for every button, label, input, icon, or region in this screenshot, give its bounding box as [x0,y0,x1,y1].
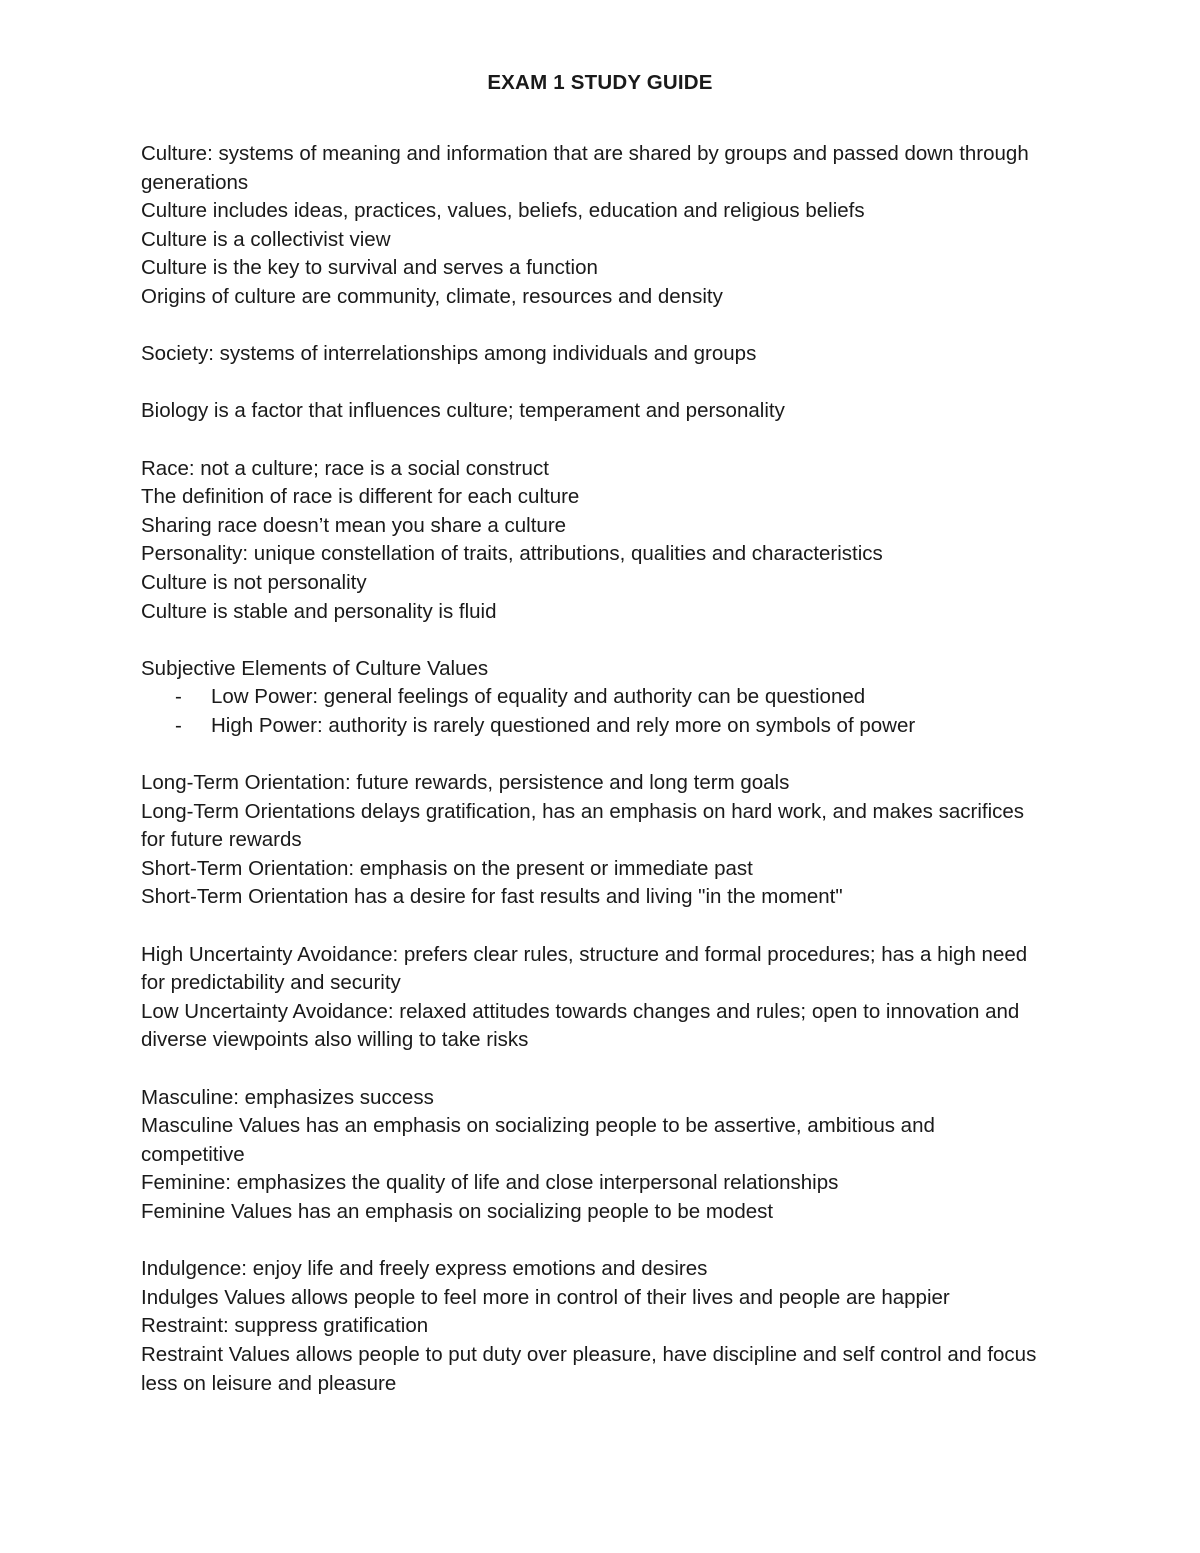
orientation-line: Long-Term Orientations delays gratification, has an emphasis on hard work, and makes sacrifices for future rewards [141,799,1025,852]
document-body [141,140,1041,1398]
gender-line: Feminine: emphasizes the quality of life and close interpersonal relationships [141,1171,839,1195]
culture-section [141,140,1041,312]
subjective-heading: Subjective Elements of Culture Values [141,656,489,680]
culture-definition: Culture: systems of meaning and information that are shared by groups and passed down through generations [141,142,1029,194]
bullet-dash: - [175,685,182,709]
uncertainty-section [141,941,1041,1055]
race-line: Culture is stable and personality is fluid [141,599,497,623]
race-definition: Race: not a culture; race is a social construct [141,456,549,480]
culture-line: Culture is a collectivist view [141,227,391,251]
uncertainty-line: High Uncertainty Avoidance: prefers clear rules, structure and formal procedures; has a high need for predictability and security [141,942,1028,995]
list-item-text: High Power: authority is rarely questioned and rely more on symbols of power [211,713,916,737]
society-definition: Society: systems of interrelationships among individuals and groups [141,342,757,366]
indulgence-section [141,1255,1041,1398]
race-line: Culture is not personality [141,570,367,594]
race-section [141,455,1041,627]
gender-line: Masculine Values has an emphasis on socializing people to be assertive, ambitious and competitive [141,1114,935,1166]
subjective-section [141,655,1041,741]
biology-line: Biology is a factor that influences culture; temperament and personality [141,399,785,423]
race-line: Sharing race doesn’t mean you share a culture [141,513,567,537]
orientation-line: Long-Term Orientation: future rewards, persistence and long term goals [141,771,790,795]
indulgence-line: Restraint: suppress gratification [141,1314,429,1338]
uncertainty-line: Low Uncertainty Avoidance: relaxed attitudes towards changes and rules; open to innovation and diverse viewpoints also willing to take risks [141,999,1020,1052]
orientation-line: Short-Term Orientation has a desire for fast results and living "in the moment" [141,885,843,909]
indulgence-line: Restraint Values allows people to put duty over pleasure, have discipline and self control and focus less on leisure and pleasure [141,1342,1037,1395]
indulgence-line: Indulges Values allows people to feel more in control of their lives and people are happier [141,1285,950,1309]
list-item [141,712,1041,741]
race-line: The definition of race is different for each culture [141,485,580,509]
gender-line: Masculine: emphasizes success [141,1085,434,1109]
list-item [141,683,1041,712]
list-item-text: Low Power: general feelings of equality and authority can be questioned [211,685,866,709]
gender-section [141,1084,1041,1227]
culture-line: Origins of culture are community, climate, resources and density [141,284,723,308]
bullet-dash: - [175,713,182,737]
orientation-section [141,769,1041,912]
personality-definition: Personality: unique constellation of traits, attributions, qualities and characteristics [141,542,883,566]
culture-line: Culture includes ideas, practices, values, beliefs, education and religious beliefs [141,199,865,223]
culture-line: Culture is the key to survival and serves a function [141,256,598,280]
indulgence-line: Indulgence: enjoy life and freely express emotions and desires [141,1257,708,1281]
page-title: EXAM 1 STUDY GUIDE [487,71,713,94]
orientation-line: Short-Term Orientation: emphasis on the present or immediate past [141,856,753,880]
power-list [141,683,1041,740]
gender-line: Feminine Values has an emphasis on socializing people to be modest [141,1199,774,1223]
